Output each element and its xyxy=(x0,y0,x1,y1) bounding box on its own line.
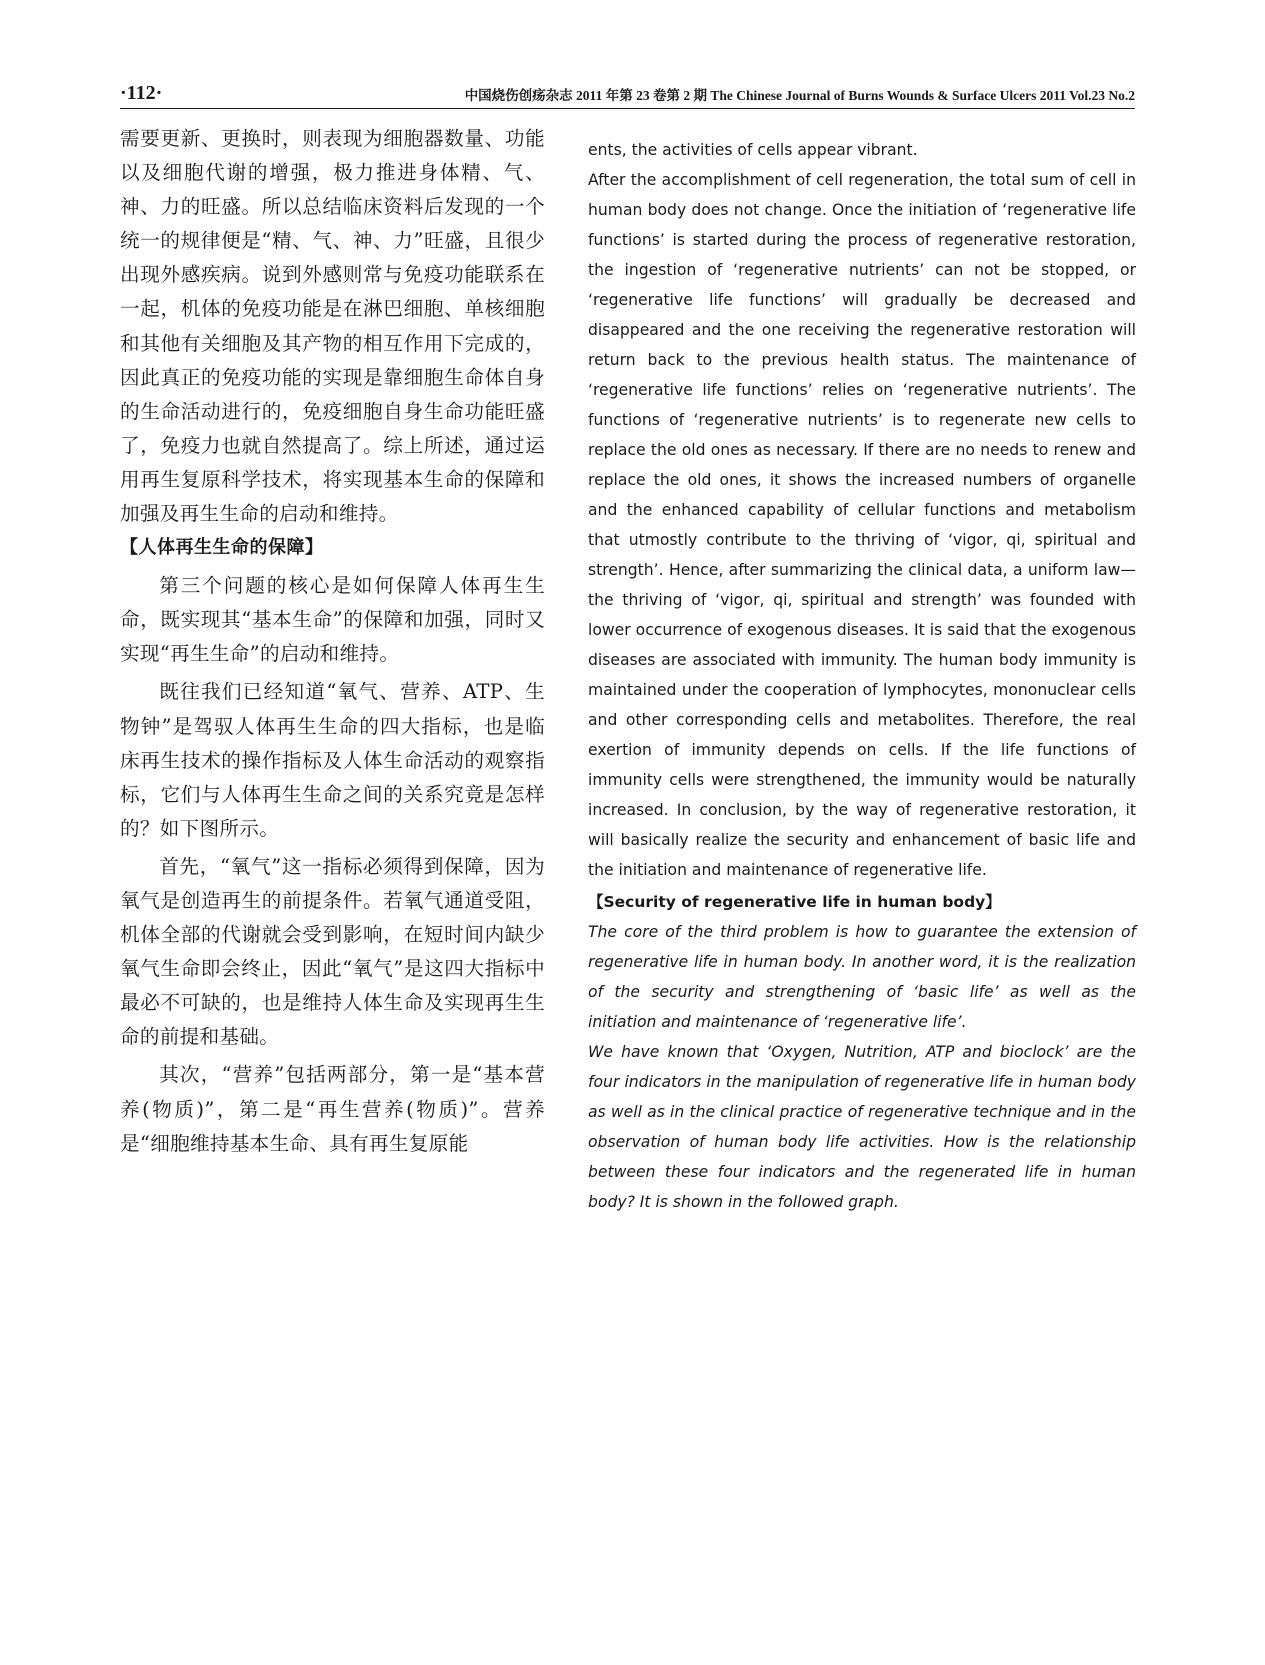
section-heading: 【人体再生生命的保障】 xyxy=(120,537,324,559)
paragraph: 其次，“营养”包括两部分，第一是“基本营养(物质)”，第二是“再生营养(物质)”。营养是“细胞维持基本生命、具有再生复原能 xyxy=(120,1063,545,1155)
page-number: ·112· xyxy=(120,82,163,104)
page-header xyxy=(120,80,1135,110)
paragraph: 需要更新、更换时，则表现为细胞器数量、功能以及细胞代谢的增强，极力推进身体精、气、神、力的旺盛。所以总结临床资料后发现的一个统一的规律便是“精、气、神、力”旺盛，且很少出现外感疾病。说到外感则常与免疫功能联系在一起，机体的免疫功能是在淋巴细胞、单核细胞和其他有关细胞及其产物的相互作用下完成的，因此真正的免疫功能的实现是靠细胞生命体自身的生命活动进行的，免疫细胞自身生命功能旺盛了，免疫力也就自然提高了。综上所述，通过运用再生复原科学技术，将实现基本生命的保障和加强及再生生命的启动和维持。 xyxy=(120,127,545,526)
running-head: 中国烧伤创疡杂志 2011 年第 23 卷第 2 期 The Chinese Journal of Burns Wounds & Surface Ulcers 2011 Vol.23 No.2 xyxy=(464,88,1135,103)
right-column-english xyxy=(588,135,1136,1217)
paragraph: 第三个问题的核心是如何保障人体再生生命，既实现其“基本生命”的保障和加强，同时又实现“再生生命”的启动和维持。 xyxy=(120,574,545,666)
paragraph: We have known that ‘Oxygen, Nutrition, ATP and bioclock’ are the four indicators in the manipulation of regenerative life in human body as well as in the clinical practice of regenerative technique and in the observation of human body life activities. How is the relationship between these four indicators and the regenerated life in human body? It is shown in the followed graph. xyxy=(588,1043,1136,1211)
section-heading: 【Security of regenerative life in human body】 xyxy=(588,893,1001,911)
paragraph: ents, the activities of cells appear vibrant. xyxy=(588,141,918,159)
left-column-chinese xyxy=(120,122,545,1161)
paragraph: After the accomplishment of cell regeneration, the total sum of cell in human body does not change. Once the initiation of ‘regenerative life functions’ is started during the process of regenerative restoration, the ingestion of ‘regenerative nutrients’ can not be stopped, or ‘regenerative life functions’ will gradually be decreased and disappeared and the one receiving the regenerative restoration will return back to the previous health status. The maintenance of ‘regenerative life functions’ relies on ‘regenerative nutrients’. The functions of ‘regenerative nutrients’ is to regenerate new cells to replace the old ones as necessary. If there are no needs to renew and replace the old ones, it shows the increased numbers of organelle and the enhanced capability of cellular functions and metabolism that utmostly contribute to the thriving of ‘vigor, qi, spiritual and strength’. Hence, after summarizing the clinical data, a uniform law—the thriving of ‘vigor, qi, spiritual and strength’ was founded with lower occurrence of exogenous diseases. It is said that the exogenous diseases are associated with immunity. The human body immunity is maintained under the cooperation of lymphocytes, mononuclear cells and other corresponding cells and metabolites. Therefore, the real exertion of immunity depends on cells. If the life functions of immunity cells were strengthened, the immunity would be naturally increased. In conclusion, by the way of regenerative restoration, it will basically realize the security and enhancement of basic life and the initiation and maintenance of regenerative life. xyxy=(588,171,1136,879)
paragraph: The core of the third problem is how to guarantee the extension of regenerative life in human body. In another word, it is the realization of the security and strengthening of ‘basic life’ as well as the initiation and maintenance of ‘regenerative life’. xyxy=(588,923,1136,1031)
header-rule xyxy=(120,108,1135,109)
paragraph: 既往我们已经知道“氧气、营养、ATP、生物钟”是驾驭人体再生生命的四大指标，也是临床再生技术的操作指标及人体生命活动的观察指标，它们与人体再生生命之间的关系究竟是怎样的？如下图所示。 xyxy=(120,680,545,840)
paragraph: 首先，“氧气”这一指标必须得到保障，因为氧气是创造再生的前提条件。若氧气通道受阻，机体全部的代谢就会受到影响，在短时间内缺少氧气生命即会终止，因此“氧气”是这四大指标中最必不可缺的，也是维持人体生命及实现再生生命的前提和基础。 xyxy=(120,854,545,1049)
